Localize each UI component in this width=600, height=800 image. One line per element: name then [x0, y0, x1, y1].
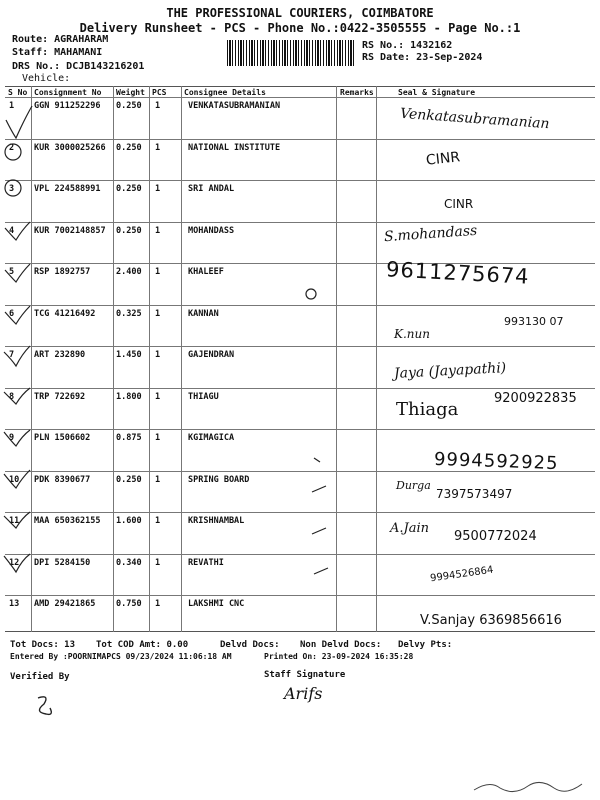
row-consignee: NATIONAL INSTITUTE [188, 142, 281, 153]
header-sno: S No [8, 88, 28, 97]
circle-mark [5, 144, 21, 160]
signature: Durga [396, 479, 431, 492]
signature: 7397573497 [436, 487, 513, 501]
row-sno: 9 [9, 433, 15, 443]
row-pcs: 1 [155, 142, 161, 153]
header-consignment: Consignment No [34, 88, 102, 97]
row-sno: 13 [9, 599, 20, 609]
signature: 993130 07 [504, 315, 564, 328]
row-pcs: 1 [155, 350, 161, 360]
signature: A.Jain [390, 521, 430, 536]
row-sno: 3 [9, 184, 15, 194]
delivery-points: Delvy Pts: [398, 640, 453, 650]
header-remarks: Remarks [340, 88, 374, 97]
scribble-mark [470, 770, 590, 798]
row-consignee: THIAGU [188, 391, 219, 402]
verified-by-label: Verified By [10, 672, 70, 682]
row-consignment: TCG 41216492 [34, 308, 96, 319]
row-pcs: 1 [155, 474, 161, 485]
row-sno: 1 [9, 101, 15, 111]
route-label: Route: AGRAHARAM [12, 34, 109, 45]
row-weight: 1.600 [116, 516, 142, 526]
row-weight: 0.875 [116, 433, 142, 443]
row-consignment: KUR 7002148857 [34, 225, 106, 236]
total-docs: Tot Docs: 13 [10, 640, 76, 650]
row-pcs: 1 [155, 267, 161, 277]
row-weight: 0.250 [116, 184, 142, 194]
row-consignee: LAKSHMI CNC [188, 599, 245, 609]
tick-mark [4, 430, 30, 446]
signature: Thiaga [396, 399, 459, 420]
printed-on: Printed On: 23-09-2024 16:35:28 [264, 652, 414, 661]
signature: 9994592925 [433, 448, 559, 475]
handwritten-signatures [384, 101, 594, 631]
signature: 9200922835 [494, 391, 577, 406]
vehicle-label: Vehicle: [22, 73, 71, 84]
row-consignee: KRISHNAMBAL [188, 516, 245, 526]
signature: 9611275674 [385, 257, 531, 289]
row-weight: 0.250 [116, 225, 142, 236]
tick-mark [4, 554, 30, 572]
row-consignment: ART 232890 [34, 350, 86, 360]
circle-mark [5, 180, 21, 196]
row-consignee: KANNAN [188, 308, 219, 319]
row-sno: 5 [9, 267, 15, 277]
row-consignee: KGIMAGICA [188, 433, 235, 443]
row-consignment: TRP 722692 [34, 391, 86, 402]
tick-mark [312, 458, 328, 574]
row-consignment: AMD 29421865 [34, 599, 96, 609]
row-consignee: KHALEEF [188, 267, 224, 277]
row-consignment: RSP 1892757 [34, 267, 91, 277]
total-cod-amount: Tot COD Amt: 0.00 [96, 640, 189, 650]
tick-mark [5, 306, 30, 324]
row-weight: 2.400 [116, 267, 142, 277]
row-sno: 7 [9, 350, 15, 360]
row-consignment: MAA 650362155 [34, 516, 101, 526]
verifier-signature-mark [32, 692, 62, 722]
header-consignee: Consignee Details [184, 88, 266, 97]
signature: Jaya (Jayapathi) [393, 360, 507, 382]
row-pcs: 1 [155, 433, 161, 443]
row-consignment: PDK 8390677 [34, 474, 91, 485]
row-weight: 0.250 [116, 474, 142, 485]
rs-date: RS Date: 23-Sep-2024 [362, 52, 483, 63]
row-pcs: 1 [155, 516, 161, 526]
tick-mark [6, 106, 32, 138]
row-pcs: 1 [155, 101, 161, 111]
row-consignment: GGN 911252296 [34, 101, 101, 111]
row-consignment: PLN 1506602 [34, 433, 91, 443]
row-consignment: KUR 3000025266 [34, 142, 106, 153]
tick-mark [4, 512, 30, 528]
delivered-docs: Delvd Docs: [220, 640, 280, 650]
signature: CINR [425, 149, 461, 169]
row-weight: 1.800 [116, 391, 142, 402]
signature: 9994526864 [429, 564, 495, 585]
drs-number: DRS No.: DCJB143216201 [12, 61, 145, 72]
tick-mark [5, 264, 30, 282]
row-weight: 0.325 [116, 308, 142, 319]
row-consignee: SPRING BOARD [188, 474, 250, 485]
row-consignee: GAJENDRAN [188, 350, 235, 360]
signature: V.Sanjay 6369856616 [420, 613, 562, 628]
row-weight: 0.250 [116, 142, 142, 153]
row-pcs: 1 [155, 308, 161, 319]
header-seal-signature: Seal & Signature [398, 88, 476, 97]
header-weight: Weight [116, 88, 145, 97]
row-consignment: DPI 5284150 [34, 557, 91, 568]
row-weight: 0.750 [116, 599, 142, 609]
row-consignee: MOHANDASS [188, 225, 235, 236]
tick-mark [4, 388, 30, 404]
signature: 9500772024 [454, 529, 537, 544]
non-delivered-docs: Non Delvd Docs: [300, 640, 382, 650]
signature: Venkatasubramanian [399, 105, 551, 133]
row-pcs: 1 [155, 225, 161, 236]
row-consignment: VPL 224588991 [34, 184, 101, 194]
row-sno: 12 [9, 557, 20, 568]
document-title: THE PROFESSIONAL COURIERS, COIMBATORE [166, 6, 434, 20]
row-consignee: SRI ANDAL [188, 184, 235, 194]
row-sno: 2 [9, 142, 15, 153]
tick-mark [4, 470, 30, 488]
signature: K.nun [394, 327, 430, 341]
row-sno: 11 [9, 516, 20, 526]
rs-number: RS No.: 1432162 [362, 40, 453, 51]
row-sno: 4 [9, 225, 15, 236]
signature: S.mohandass [383, 222, 478, 246]
row-sno: 10 [9, 474, 20, 485]
row-sno: 8 [9, 391, 15, 402]
row-consignee: VENKATASUBRAMANIAN [188, 101, 281, 111]
row-weight: 0.250 [116, 101, 142, 111]
staff-signature: Arifs [284, 684, 323, 703]
tick-mark [5, 222, 30, 240]
document-subtitle: Delivery Runsheet - PCS - Phone No.:0422-3505555 - Page No.:1 [79, 21, 521, 35]
row-pcs: 1 [155, 557, 161, 568]
circle-mark [306, 289, 316, 299]
entered-by: Entered By :POORNIMAPCS 09/23/2024 11:06:18 AM [10, 652, 232, 661]
row-pcs: 1 [155, 599, 161, 609]
row-sno: 6 [9, 308, 15, 319]
signature: CINR [444, 197, 474, 211]
header-pcs: PCS [152, 88, 167, 97]
row-consignee: REVATHI [188, 557, 224, 568]
row-weight: 1.450 [116, 350, 142, 360]
row-weight: 0.340 [116, 557, 142, 568]
tick-mark [4, 346, 30, 366]
row-pcs: 1 [155, 391, 161, 402]
staff-label: Staff: MAHAMANI [12, 47, 103, 58]
staff-signature-label: Staff Signature [264, 670, 346, 680]
row-pcs: 1 [155, 184, 161, 194]
